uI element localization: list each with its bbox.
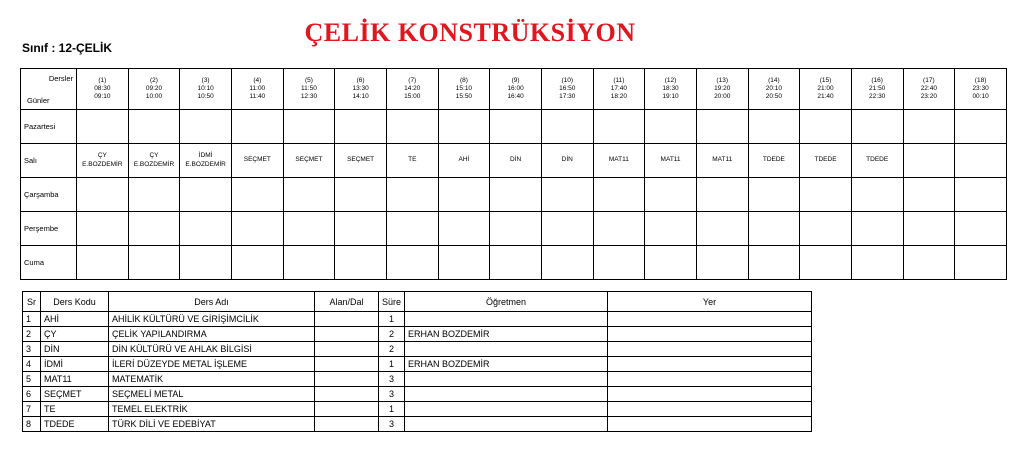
- day-row: [21, 178, 1007, 212]
- period-num: (10): [561, 76, 574, 84]
- schedule-cell: [541, 144, 593, 178]
- course-place: [608, 372, 812, 387]
- day-label: Perşembe: [21, 212, 77, 246]
- period-header: [851, 69, 903, 110]
- schedule-cell: [696, 178, 748, 212]
- course-teacher: [405, 387, 608, 402]
- course-code: DİN: [41, 342, 109, 357]
- schedule-cell: [490, 178, 542, 212]
- course-code: İDMİ: [41, 357, 109, 372]
- course-place: [608, 417, 812, 432]
- cell-course-code: ÇY: [97, 152, 107, 160]
- period-num: (15): [819, 76, 832, 84]
- page-title: ÇELİK KONSTRÜKSİYON: [304, 18, 636, 47]
- table-row: [23, 402, 812, 417]
- schedule-cell: [438, 246, 490, 280]
- header-teacher: Öğretmen: [405, 292, 608, 312]
- schedule-cell: [128, 246, 180, 280]
- schedule-cell: [77, 246, 129, 280]
- schedule-cell: [541, 246, 593, 280]
- course-list-table: [22, 291, 812, 432]
- schedule-cell: [283, 212, 335, 246]
- cell-course-code: DİN: [561, 156, 573, 164]
- schedule-cell: [903, 110, 955, 144]
- schedule-cell: [696, 110, 748, 144]
- schedule-cell: [645, 178, 697, 212]
- course-code: TE: [41, 402, 109, 417]
- period-end: 11:40: [249, 93, 266, 101]
- period-start: 13:30: [352, 84, 369, 92]
- period-num: (3): [201, 76, 210, 84]
- schedule-cell: [800, 144, 852, 178]
- cell-teacher: E.BOZDEMİR: [133, 160, 175, 168]
- course-branch: [315, 342, 379, 357]
- schedule-cell: [696, 144, 748, 178]
- period-num: (4): [253, 76, 262, 84]
- corner-cell: [21, 69, 77, 110]
- course-name: İLERİ DÜZEYDE METAL İŞLEME: [109, 357, 315, 372]
- schedule-cell: [180, 144, 232, 178]
- period-start: 21:50: [869, 84, 886, 92]
- course-header-row: [23, 292, 812, 312]
- corner-top-label: Dersler: [48, 74, 73, 83]
- period-header: [800, 69, 852, 110]
- schedule-cell: [128, 110, 180, 144]
- schedule-cell: [180, 178, 232, 212]
- schedule-cell: [541, 212, 593, 246]
- course-teacher: [405, 417, 608, 432]
- schedule-cell: [800, 110, 852, 144]
- schedule-cell: [903, 178, 955, 212]
- cell-course-code: TDEDE: [762, 156, 785, 164]
- cell-course-code: SEÇMET: [243, 156, 271, 164]
- cell-course-code: ÇY: [149, 152, 159, 160]
- table-row: [23, 342, 812, 357]
- class-label: Sınıf : 12-ÇELİK: [22, 41, 113, 55]
- period-end: 09:10: [94, 93, 111, 101]
- period-header: [645, 69, 697, 110]
- period-num: (1): [98, 76, 107, 84]
- cell-course-code: DİN: [509, 156, 522, 164]
- schedule-cell: [851, 178, 903, 212]
- course-code: SEÇMET: [41, 387, 109, 402]
- period-header: [593, 69, 645, 110]
- corner-bottom-label: Günler: [27, 95, 50, 105]
- schedule-cell: [593, 144, 645, 178]
- course-sr: 5: [23, 372, 41, 387]
- period-header: [231, 69, 283, 110]
- course-place: [608, 402, 812, 417]
- course-branch: [315, 327, 379, 342]
- course-name: SEÇMELİ METAL: [109, 387, 315, 402]
- schedule-cell: [231, 212, 283, 246]
- schedule-cell: [490, 144, 542, 178]
- schedule-cell: [386, 178, 438, 212]
- cell-course-code: TE: [408, 156, 417, 164]
- period-num: (18): [974, 76, 987, 84]
- schedule-cell: [438, 212, 490, 246]
- schedule-cell: [180, 110, 232, 144]
- course-place: [608, 357, 812, 372]
- schedule-cell: [438, 110, 490, 144]
- schedule-cell: [955, 144, 1007, 178]
- schedule-cell: [593, 246, 645, 280]
- course-teacher: [405, 312, 608, 327]
- schedule-cell: [800, 246, 852, 280]
- course-name: TÜRK DİLİ VE EDEBİYAT: [109, 417, 315, 432]
- course-duration: 1: [379, 357, 405, 372]
- course-code: AHİ: [41, 312, 109, 327]
- period-num: (5): [304, 76, 313, 84]
- period-end: 15:00: [404, 93, 421, 101]
- schedule-cell: [696, 246, 748, 280]
- schedule-cell: [955, 110, 1007, 144]
- cell-course-code: MAT11: [660, 156, 681, 164]
- schedule-cell: [490, 212, 542, 246]
- course-name: DİN KÜLTÜRÜ VE AHLAK BİLGİSİ: [109, 342, 315, 357]
- period-start: 17:40: [610, 84, 628, 92]
- schedule-cell: [335, 178, 387, 212]
- course-sr: 2: [23, 327, 41, 342]
- course-teacher: [405, 372, 608, 387]
- period-header: [386, 69, 438, 110]
- period-header: [955, 69, 1007, 110]
- schedule-cell: [800, 178, 852, 212]
- period-header: [335, 69, 387, 110]
- schedule-cell: [903, 212, 955, 246]
- period-end: 21:40: [817, 93, 834, 101]
- period-header: [180, 69, 232, 110]
- course-branch: [315, 357, 379, 372]
- period-start: 21:00: [817, 84, 834, 92]
- schedule-cell: [645, 110, 697, 144]
- course-place: [608, 387, 812, 402]
- schedule-cell: [490, 110, 542, 144]
- course-duration: 3: [379, 372, 405, 387]
- period-start: 11:00: [249, 84, 266, 92]
- period-start: 10:10: [197, 84, 214, 92]
- header-branch: Alan/Dal: [315, 292, 379, 312]
- course-place: [608, 312, 812, 327]
- schedule-cell: [593, 178, 645, 212]
- course-duration: 2: [379, 327, 405, 342]
- course-duration: 1: [379, 312, 405, 327]
- schedule-cell: [955, 246, 1007, 280]
- schedule-cell: [128, 212, 180, 246]
- day-label: Salı: [21, 144, 77, 178]
- table-row: [23, 387, 812, 402]
- period-start: 14:20: [404, 84, 421, 92]
- period-header: [128, 69, 180, 110]
- period-end: 17:30: [559, 93, 576, 101]
- course-place: [608, 327, 812, 342]
- day-label: Çarşamba: [21, 178, 77, 212]
- period-start: 23:30: [972, 84, 989, 92]
- period-start: 15:10: [455, 84, 473, 92]
- schedule-cell: [386, 110, 438, 144]
- period-num: (13): [716, 76, 728, 84]
- day-label: Cuma: [21, 246, 77, 280]
- course-code: TDEDE: [41, 417, 109, 432]
- period-start: 18:30: [662, 84, 679, 92]
- period-end: 15:50: [455, 93, 473, 101]
- period-end: 12:30: [300, 93, 318, 101]
- schedule-cell: [903, 144, 955, 178]
- cell-course-code: SEÇMET: [347, 156, 375, 164]
- table-row: [23, 327, 812, 342]
- schedule-cell: [335, 212, 387, 246]
- schedule-cell: [645, 212, 697, 246]
- schedule-cell: [283, 246, 335, 280]
- schedule-cell: [541, 178, 593, 212]
- period-start: 22:40: [920, 84, 937, 92]
- course-code: MAT11: [41, 372, 109, 387]
- schedule-cell: [180, 212, 232, 246]
- table-row: [23, 312, 812, 327]
- period-num: (6): [356, 76, 365, 84]
- period-start: 19:20: [714, 84, 731, 92]
- schedule-cell: [645, 246, 697, 280]
- schedule-cell: [593, 212, 645, 246]
- course-name: ÇELİK YAPILANDIRMA: [109, 327, 315, 342]
- period-num: (14): [768, 76, 780, 84]
- header-code: Ders Kodu: [41, 292, 109, 312]
- schedule-cell: [438, 178, 490, 212]
- course-teacher: ERHAN BOZDEMİR: [405, 357, 608, 372]
- course-name: AHİLİK KÜLTÜRÜ VE GİRİŞİMCİLİK: [109, 312, 315, 327]
- period-end: 16:40: [507, 93, 524, 101]
- day-row: [21, 110, 1007, 144]
- course-place: [608, 342, 812, 357]
- header-name: Ders Adı: [109, 292, 315, 312]
- period-end: 18:20: [610, 93, 628, 101]
- schedule-cell: [748, 110, 800, 144]
- schedule-cell: [386, 144, 438, 178]
- period-num: (7): [408, 76, 417, 84]
- schedule-cell: [77, 110, 129, 144]
- schedule-cell: [438, 144, 490, 178]
- cell-teacher: E.BOZDEMİR: [82, 160, 123, 168]
- course-teacher: ERHAN BOZDEMİR: [405, 327, 608, 342]
- course-branch: [315, 312, 379, 327]
- cell-teacher: E.BOZDEMİR: [185, 160, 226, 168]
- schedule-cell: [386, 246, 438, 280]
- schedule-cell: [128, 178, 180, 212]
- course-branch: [315, 417, 379, 432]
- period-num: (17): [923, 76, 935, 84]
- period-start: 16:00: [507, 84, 524, 92]
- course-sr: 3: [23, 342, 41, 357]
- course-code: ÇY: [41, 327, 109, 342]
- period-header: [696, 69, 748, 110]
- cell-course-code: TDEDE: [814, 156, 837, 164]
- course-teacher: [405, 402, 608, 417]
- schedule-cell: [231, 246, 283, 280]
- schedule-cell: [593, 110, 645, 144]
- period-end: 10:50: [197, 93, 214, 101]
- day-label: Pazartesi: [21, 110, 77, 144]
- period-start: 16:50: [559, 84, 576, 92]
- period-start: 20:10: [765, 84, 782, 92]
- course-duration: 3: [379, 417, 405, 432]
- schedule-cell: [955, 212, 1007, 246]
- period-start: 11:50: [301, 84, 317, 92]
- schedule-cell: [180, 246, 232, 280]
- schedule-cell: [748, 212, 800, 246]
- table-row: [23, 357, 812, 372]
- schedule-cell: [748, 144, 800, 178]
- course-teacher: [405, 342, 608, 357]
- schedule-cell: [800, 212, 852, 246]
- table-row: [23, 417, 812, 432]
- course-sr: 7: [23, 402, 41, 417]
- course-branch: [315, 402, 379, 417]
- schedule-cell: [541, 110, 593, 144]
- header-place: Yer: [608, 292, 812, 312]
- schedule-cell: [283, 144, 335, 178]
- schedule-cell: [335, 110, 387, 144]
- cell-course-code: MAT11: [608, 156, 629, 164]
- schedule-cell: [231, 178, 283, 212]
- period-header: [77, 69, 129, 110]
- course-name: MATEMATİK: [109, 372, 315, 387]
- schedule-cell: [335, 144, 387, 178]
- period-num: (2): [150, 76, 158, 84]
- schedule-cell: [231, 144, 283, 178]
- course-branch: [315, 372, 379, 387]
- period-start: 09:20: [145, 84, 163, 92]
- period-end: 20:00: [714, 93, 731, 101]
- schedule-cell: [903, 246, 955, 280]
- period-num: (12): [664, 76, 677, 84]
- schedule-cell: [77, 212, 129, 246]
- period-num: (16): [871, 76, 883, 84]
- course-duration: 3: [379, 387, 405, 402]
- period-end: 19:10: [662, 93, 679, 101]
- schedule-cell: [128, 144, 180, 178]
- period-end: 20:50: [765, 93, 782, 101]
- cell-course-code: MAT11: [712, 156, 733, 164]
- course-duration: 2: [379, 342, 405, 357]
- period-header: [903, 69, 955, 110]
- period-header: [541, 69, 593, 110]
- schedule-cell: [851, 212, 903, 246]
- course-sr: 4: [23, 357, 41, 372]
- schedule-cell: [386, 212, 438, 246]
- period-header: [748, 69, 800, 110]
- schedule-cell: [748, 246, 800, 280]
- period-num: (11): [613, 76, 625, 84]
- course-sr: 1: [23, 312, 41, 327]
- day-row: [21, 144, 1007, 178]
- course-branch: [315, 387, 379, 402]
- period-end: 14:10: [352, 93, 369, 101]
- schedule-cell: [851, 246, 903, 280]
- period-header: [283, 69, 335, 110]
- table-row: [23, 372, 812, 387]
- schedule-cell: [490, 246, 542, 280]
- cell-course-code: TDEDE: [866, 156, 889, 164]
- schedule-cell: [231, 110, 283, 144]
- schedule-cell: [955, 178, 1007, 212]
- schedule-cell: [851, 144, 903, 178]
- schedule-cell: [335, 246, 387, 280]
- schedule-cell: [283, 178, 335, 212]
- schedule-cell: [77, 178, 129, 212]
- cell-course-code: İDMİ: [198, 152, 213, 160]
- schedule-cell: [645, 144, 697, 178]
- cell-course-code: SEÇMET: [295, 156, 323, 164]
- day-row: [21, 246, 1007, 280]
- schedule-cell: [77, 144, 129, 178]
- period-end: 00:10: [972, 93, 989, 101]
- cell-course-code: AHİ: [458, 156, 470, 164]
- schedule-cell: [851, 110, 903, 144]
- header-sr: Sr: [23, 292, 41, 312]
- schedule-table: [20, 68, 1007, 280]
- schedule-cell: [748, 178, 800, 212]
- day-row: [21, 212, 1007, 246]
- period-end: 23:20: [920, 93, 937, 101]
- period-start: 08:30: [94, 84, 111, 92]
- schedule-cell: [696, 212, 748, 246]
- period-header: [438, 69, 490, 110]
- header-duration: Süre: [379, 292, 405, 312]
- period-num: (9): [511, 76, 520, 84]
- period-end: 10:00: [145, 93, 163, 101]
- period-end: 22:30: [869, 93, 886, 101]
- course-sr: 8: [23, 417, 41, 432]
- period-header-row: [21, 69, 1007, 110]
- period-header: [490, 69, 542, 110]
- course-duration: 1: [379, 402, 405, 417]
- schedule-cell: [283, 110, 335, 144]
- period-num: (8): [459, 76, 468, 84]
- course-sr: 6: [23, 387, 41, 402]
- course-name: TEMEL ELEKTRİK: [109, 402, 315, 417]
